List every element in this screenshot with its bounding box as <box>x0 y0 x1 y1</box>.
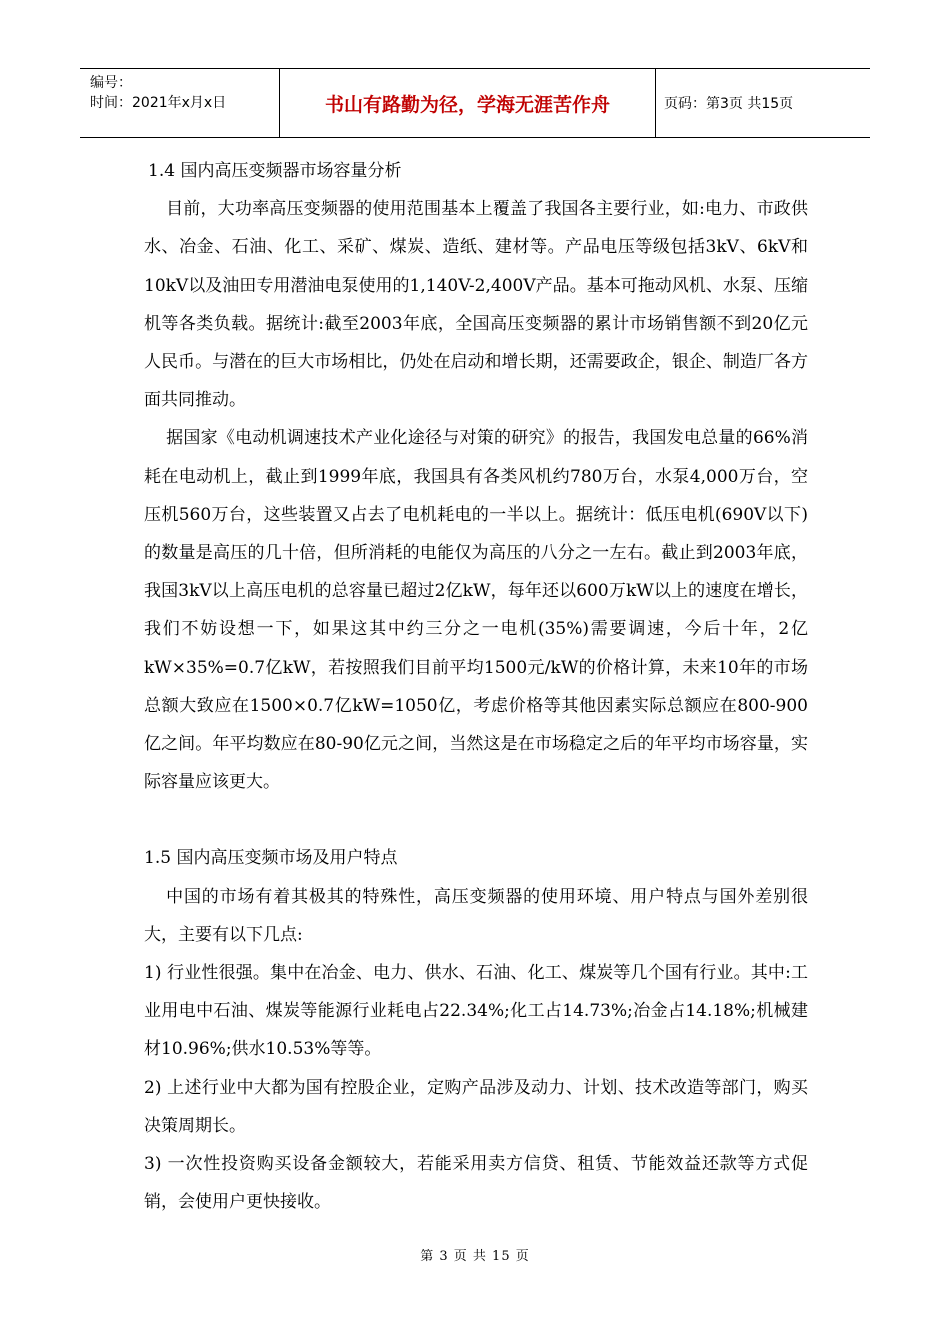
paragraph: 据国家《电动机调速技术产业化途径与对策的研究》的报告，我国发电总量的66%消耗在电动机上，截止到1999年底，我国具有各类风机约780万台，水泵4,000万台，空压机560万台，这些装置又占去了电机耗电的一半以上。据统计：低压电机(690V以下)的数量是高压的几十倍，但所消耗的电能仅为高压的八分之一左右。截止到2003年底，我国3kV以上高压电机的总容量已超过2亿kW，每年还以600万kW以上的速度在增长，我们不妨设想一下，如果这其中约三分之一电机(35%)需要调速，今后十年，2亿kW×35%=0.7亿kW，若按照我们目前平均1500元/kW的价格计算，未来10年的市场总额大致应在1500×0.7亿kW=1050亿，考虑价格等其他因素实际总额应在800-900亿之间。年平均数应在80-90亿元之间，当然这是在市场稳定之后的年平均市场容量，实际容量应该更大。 <box>144 428 808 793</box>
list-item: 2) 上述行业中大都为国有控股企业，定购产品涉及动力、计划、技术改造等部门，购买决策周期长。 <box>144 1077 808 1136</box>
header-meta <box>80 69 280 137</box>
section-heading: 1.5 国内高压变频市场及用户特点 <box>144 848 398 869</box>
page-header <box>80 68 870 138</box>
list-item: 1) 行业性很强。集中在冶金、电力、供水、石油、化工、煤炭等几个国有行业。其中:工业用电中石油、煤炭等能源行业耗电占22.34%;化工占14.73%;冶金占14.18%;机械建材10.96%;供水10.53%等等。 <box>144 963 808 1060</box>
document-body <box>144 152 808 1221</box>
header-motto: 书山有路勤为径，学海无涯苦作舟 <box>280 69 656 137</box>
paragraph: 目前，大功率高压变频器的使用范围基本上覆盖了我国各主要行业，如:电力、市政供水、冶金、石油、化工、采矿、煤炭、造纸、建材等。产品电压等级包括3kV、6kV和10kV以及油田专用潜油电泵使用的1,140V-2,400V产品。基本可拖动风机、水泵、压缩机等各类负载。据统计:截至2003年底，全国高压变频器的累计市场销售额不到20亿元人民币。与潜在的巨大市场相比，仍处在启动和增长期，还需要政企，银企、制造厂各方面共同推动。 <box>144 199 808 411</box>
spacer <box>144 801 808 839</box>
document-number-label: 编号： <box>90 75 132 91</box>
page-footer: 第 3 页 共 15 页 <box>420 1249 530 1264</box>
list-item: 3) 一次性投资购买设备金额较大，若能采用卖方信贷、租赁、节能效益还款等方式促销，会使用户更快接收。 <box>144 1154 808 1213</box>
section-heading: 1.4 国内高压变频器市场容量分析 <box>148 161 402 181</box>
paragraph: 中国的市场有着其极其的特殊性，高压变频器的使用环境、用户特点与国外差别很大，主要有以下几点: <box>144 886 808 945</box>
document-date: 时间：2021年x月x日 <box>90 95 227 111</box>
header-page-info: 页码：第3页 共15页 <box>664 96 794 112</box>
